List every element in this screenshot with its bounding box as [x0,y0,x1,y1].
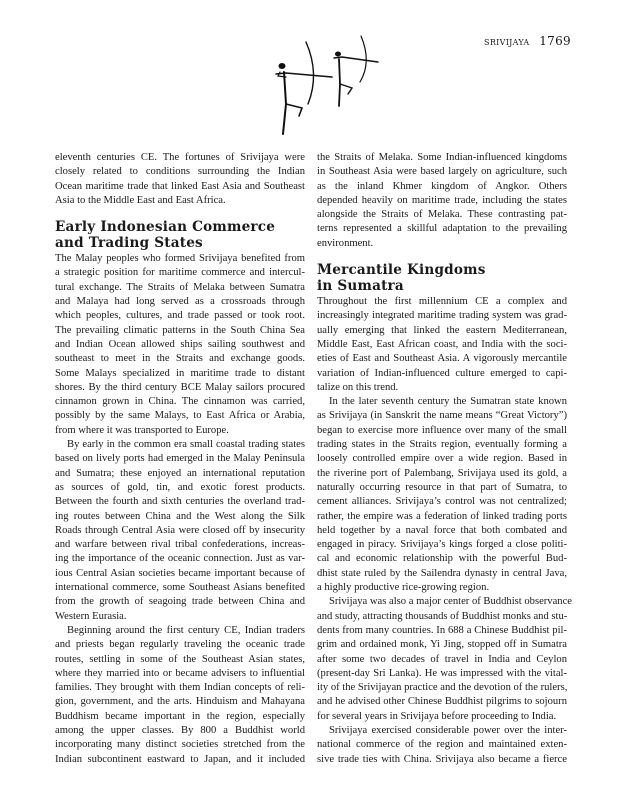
text-line: gion, government, and the arts. Hinduism and Mahayana [55,696,305,708]
archers-illustration [272,34,387,144]
text-line: Buddhism became important in the region, especially [55,710,305,722]
text-line: environment. [317,237,374,249]
text-line: Beginning around the first century CE, Indian traders [67,624,305,636]
heading-line: in Sumatra [317,277,404,294]
text-line: Ocean maritime trade that linked East Asia and Southeast [55,180,305,192]
text-line: ious Central Asian societies became important because of [55,567,305,579]
text-line: The Malay peoples who formed Srivijaya benefited from [55,253,305,265]
text-line: possibly by the same Malays, to East Africa or Arabia, [55,410,305,422]
text-line: a strategic position for maritime commerce and intercul- [55,267,305,279]
text-line: loosely controlled empire over a wide region. Based in [317,453,567,465]
text-line: Srivijaya was also a major center of Buddhist observance [329,596,572,608]
text-line: after some two decades of travel in India and Ceylon [317,653,567,665]
text-line: and priests began regularly traveling the oceanic trade [55,639,305,651]
text-line: and study, attracting thousands of Buddhist monks and stu- [317,610,568,622]
text-line: eties of East and Southeast Asia. A vigorously mercantile [317,353,567,365]
paragraph [317,724,567,767]
text-line: Between the fourth and sixth centuries the overland trad- [55,496,305,508]
text-line: families. They brought with them Indian concepts of reli- [55,682,305,694]
text-line: Middle East, East African coast, and India with the soci- [317,338,567,350]
text-line: rather, the empire was a federation of linked trading ports [317,510,567,522]
text-line: and warfare between rival tribal confederations, increas- [55,539,305,551]
text-line: depended heavily on maritime trade, including the states [317,194,567,206]
paragraph [317,395,567,595]
text-line: Throughout the first millennium CE a complex and [317,296,567,308]
text-line: as sources of gold, tin, and exotic forest products. [55,481,305,493]
text-line: as Srivijaya (in Sanskrit the name means “Great Victory”) [317,410,567,422]
paragraph [55,252,305,438]
text-line: increasingly integrated maritime trading system was grad- [317,310,567,322]
section-heading [317,263,567,294]
text-line: international commerce, some Southeast Asians benefited [55,582,305,594]
text-line: Indian subcontinent eastward to Japan, and it included [55,753,305,765]
text-line: national commerce of the region and maintained exten- [317,739,567,751]
text-line: incorporating many distinct societies stretched from the [55,739,305,751]
text-line: closely related to conditions surrounding the Indian [55,166,305,178]
text-line: in Southeast Asia were based largely on agriculture, such [317,166,567,178]
text-line: as the inland Khmer kingdom of Angkor. Others [317,180,567,192]
text-line: naturally occurring resource in that part of Sumatra, to [317,481,567,493]
text-line: shores. By the third century BCE Malay sailors procured [55,381,305,393]
text-line: ing routes between China and the West along the Silk [55,510,305,522]
column-right [317,151,572,767]
text-line: engaged in piracy. Srivijaya’s kings forged a close politi- [317,539,567,551]
text-line: ing the importance of the oceanic connection. Just as var- [55,553,305,565]
paragraph [317,595,572,724]
text-line: for several years in Srivijaya before proceeding to India. [317,710,557,722]
text-line: dhist state ruled by the Sailendra dynasty in central Java, [317,567,567,579]
running-head [484,34,571,48]
text-line: Srivijaya exercised considerable power over the inter- [329,724,567,736]
text-line: where they married into or became advisers to influential [55,667,305,679]
text-line: a highly productive rice-growing region. [317,582,490,594]
section-heading [55,220,305,251]
text-line: the riverine port of Palembang, Srivijaya used its gold, a [317,467,567,479]
text-line: dents from many countries. In 688 a Chinese Buddhist pil- [317,624,567,636]
text-line: and Indian Ocean allowed ships sailing southwest and [55,338,305,350]
heading-line: and Trading States [55,234,203,251]
text-line: trading states in the Straits region, eventually forming a [317,439,567,451]
text-line: began to exercise more influence over many of the small [317,424,567,436]
paragraph [317,295,567,395]
text-line: from where it was transported to Europe. [55,424,229,436]
text-line: southeast to meet in the Straits and exchange goods. [55,353,305,365]
text-line: terns represented a skillful adaptation to the prevailing [317,223,567,235]
text-line: routes, settling in some of the Southeast Asian states, [55,653,305,665]
text-line: Some Malays specialized in maritime trade to distant [55,367,305,379]
text-line: tural exchange. The Straits of Melaka between Sumatra [55,281,305,293]
text-line: talize on this trend. [317,381,399,393]
text-line: cinnamon grown in China. The cinnamon was carried, [55,396,305,408]
text-line: from the growth of seagoing trade between China and [55,596,305,608]
text-line: Asia to the Middle East and East Africa. [55,194,226,206]
paragraph [55,151,305,208]
paragraph [317,151,567,251]
text-line: (present-day Sri Lanka). He was impressed with the vital- [317,667,567,679]
text-line: In the later seventh century the Sumatran state known [329,396,567,408]
text-line: cement alliances. Srivijaya’s control was not centralized; [317,496,567,508]
text-line: Roads through Central Asia were closed off by insecurity [55,524,305,536]
text-line: cal and economic relationship with the powerful Bud- [317,553,567,565]
text-line: eleventh centuries CE. The fortunes of Srivijaya were [55,152,305,163]
text-line: By early in the common era small coastal trading states [67,439,305,451]
text-line: the Straits of Melaka. Some Indian-influenced kingdoms [317,152,567,163]
text-line: and Malaya had long served as a crossroads through [55,296,305,308]
column-left [55,151,305,767]
text-line: ually emerging that linked the eastern Mediterranean, [317,324,567,336]
text-line: and Sumatra; these enjoyed an international reputation [55,467,305,479]
text-line: and he advised other Chinese Buddhist pilgrims to sojourn [317,696,567,708]
paragraph [55,624,305,767]
text-line: among the upper classes. By 800 a Buddhist world [55,724,305,736]
heading-line: Mercantile Kingdoms [317,262,486,279]
text-line: held together by a naval force that both combated and [317,524,567,536]
page-number: 1769 [539,34,571,48]
text-line: which peoples, cultures, and trade passed or took root. [55,310,305,322]
running-head-title: srivijaya [484,35,530,48]
heading-line: Early Indonesian Commerce [55,219,276,236]
text-line: sive trade ties with China. Srivijaya also became a fierce [317,753,567,765]
text-line: based on lively ports had emerged in the Malay Peninsula [55,453,305,465]
paragraph [55,438,305,624]
text-line: grim and ordained monk, Yi Jing, stopped off in Sumatra [317,639,567,651]
text-line: alongside the Straits of Melaka. These contrasting pat- [317,209,567,221]
text-line: variation of Indian-influenced culture emerged to capi- [317,367,567,379]
text-line: The prevailing climatic patterns in the South China Sea [55,324,305,336]
text-line: Western Eurasia. [55,610,127,622]
text-line: ity of the Srivijayan practice and the devotion of the rulers, [317,682,568,694]
